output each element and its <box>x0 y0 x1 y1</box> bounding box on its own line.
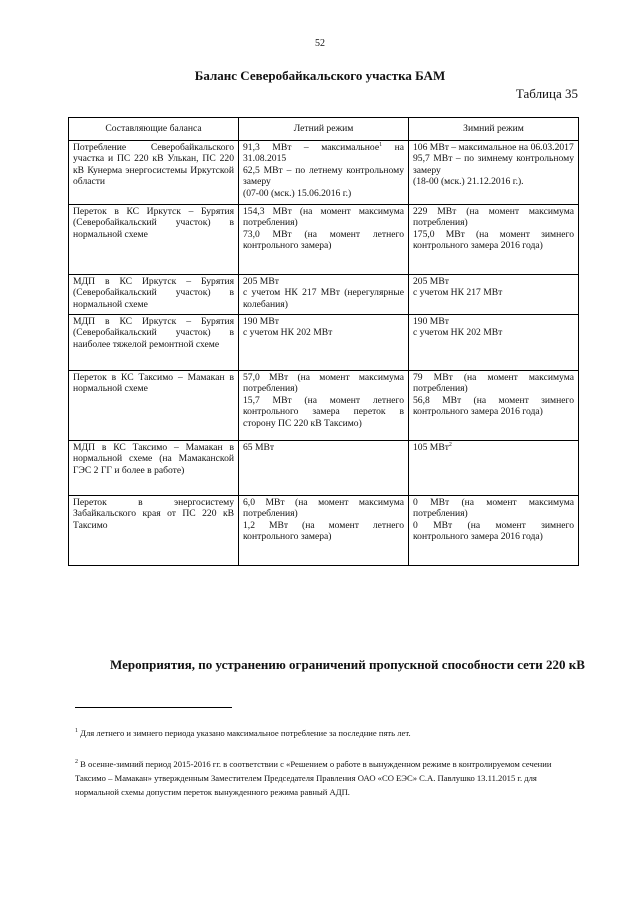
summer-line: 73,0 МВт (на момент летнего контрольного замера) <box>243 228 404 252</box>
table-row <box>69 315 579 371</box>
winter-line: 106 МВт – максимальное на 06.03.2017 <box>413 142 574 153</box>
winter-cell <box>409 441 579 496</box>
footnote-text: В осенне-зимний период 2015-2016 гг. в соответствии с «Решением о работе в вынужденном режиме в контролируемом сечении Таксимо – Мамакан» утвержденным Заместителем Председателя Правления ОАО «СО ЕЭС» С.А. Павлушко 13.11.2015 г. для нормальной схемы допустим переток вынужденного режима равный АДП. <box>75 759 552 797</box>
table-row <box>69 141 579 205</box>
winter-line: 190 МВт <box>413 316 449 327</box>
page-number: 52 <box>315 38 325 49</box>
component-cell: МДП в КС Иркутск – Бурятия (Северобайкальский участок) в наиболее тяжелой ремонтной схеме <box>69 315 239 371</box>
footnote-mark: 2 <box>75 759 78 766</box>
table-header-row <box>69 118 579 141</box>
summer-line: с учетом НК 217 МВт (нерегулярные колебания) <box>243 287 404 310</box>
page-title: Баланс Северобайкальского участка БАМ <box>194 68 446 83</box>
summer-line: (07-00 (мск.) 15.06.2016 г.) <box>243 187 352 199</box>
summer-line: 57,0 МВт (на момент максимума потребления) <box>243 372 404 395</box>
section-heading: Мероприятия, по устранению ограничений пропускной способности сети 220 кВ <box>110 657 585 672</box>
winter-cell <box>409 315 579 371</box>
table-row <box>69 496 579 566</box>
summer-line: 205 МВт <box>243 276 279 287</box>
summer-line: 1,2 МВт (на момент летнего контрольного замера) <box>243 519 404 543</box>
summer-cell <box>239 371 409 441</box>
winter-cell <box>409 371 579 441</box>
summer-cell <box>239 275 409 315</box>
winter-cell <box>409 205 579 275</box>
table-row <box>69 275 579 315</box>
footnote <box>75 726 580 740</box>
component-cell: Переток в энергосистему Забайкальского края от ПС 220 кВ Таксимо <box>69 496 239 566</box>
summer-line: 15,7 МВт (на момент летнего контрольного замера переток в сторону ПС 220 кВ Таксимо) <box>243 394 404 429</box>
component-cell: Переток в КС Таксимо – Мамакан в нормальной схеме <box>69 371 239 441</box>
winter-cell <box>409 275 579 315</box>
footnote-text: Для летнего и зимнего периода указано максимальное потребление за последние пять лет. <box>78 728 411 738</box>
header-winter: Зимний режим <box>409 118 579 141</box>
summer-line: 190 МВт <box>243 316 279 327</box>
footnote <box>75 757 580 799</box>
summer-line: 6,0 МВт (на момент максимума потребления) <box>243 497 404 520</box>
winter-cell <box>409 141 579 205</box>
header-summer: Летний режим <box>239 118 409 141</box>
balance-table <box>68 117 579 566</box>
footnote-mark: 1 <box>75 728 78 735</box>
winter-line: 79 МВт (на момент максимума потребления) <box>413 372 574 395</box>
table-label: Таблица 35 <box>515 86 578 101</box>
component-cell: МДП в КС Иркутск – Бурятия (Северобайкальский участок) в нормальной схеме <box>69 275 239 315</box>
winter-line: 0 МВт (на момент максимума потребления) <box>413 497 574 520</box>
summer-line: 62,5 МВт – по летнему контрольному замеру <box>243 164 404 188</box>
winter-line: 105 МВт$^2$ <box>413 441 452 453</box>
winter-line: 175,0 МВт (на момент зимнего контрольного замера 2016 года) <box>413 228 574 252</box>
footnote-ref: 2 <box>448 441 452 448</box>
winter-cell <box>409 496 579 566</box>
footnote-divider <box>75 707 232 708</box>
summer-line: 91,3 МВт – максимальное$^1$ на 31.08.2015 <box>243 141 404 165</box>
winter-line: 95,7 МВт – по зимнему контрольному замеру <box>413 153 574 176</box>
summer-cell <box>239 141 409 205</box>
summer-cell <box>239 315 409 371</box>
summer-line: 65 МВт <box>243 442 275 453</box>
component-cell: Потребление Северобайкальского участка и ПС 220 кВ Улькан, ПС 220 кВ Кунерма энергосистемы Иркутской области <box>69 141 239 205</box>
summer-cell <box>239 496 409 566</box>
summer-line: с учетом НК 202 МВт <box>243 327 333 339</box>
winter-line: с учетом НК 217 МВт <box>413 287 503 299</box>
summer-cell <box>239 441 409 496</box>
summer-cell <box>239 205 409 275</box>
winter-line: 56,8 МВт (на момент зимнего контрольного замера 2016 года) <box>413 394 574 418</box>
summer-line: 154,3 МВт (на момент максимума потребления) <box>243 206 404 229</box>
winter-line: с учетом НК 202 МВт <box>413 327 503 339</box>
footnote-ref: 1 <box>379 141 383 148</box>
component-cell: МДП в КС Таксимо – Мамакан в нормальной схеме (на Мамаканской ГЭС 2 ГГ и более в работе) <box>69 441 239 496</box>
header-components: Составляющие баланса <box>69 118 239 141</box>
winter-line: (18-00 (мск.) 21.12.2016 г.). <box>413 176 524 188</box>
table-row <box>69 371 579 441</box>
winter-line: 229 МВт (на момент максимума потребления) <box>413 206 574 229</box>
winter-line: 205 МВт <box>413 276 449 287</box>
table-row <box>69 441 579 496</box>
table-row <box>69 205 579 275</box>
winter-line: 0 МВт (на момент зимнего контрольного замера 2016 года) <box>413 519 574 543</box>
component-cell: Переток в КС Иркутск – Бурятия (Северобайкальский участок) в нормальной схеме <box>69 205 239 275</box>
